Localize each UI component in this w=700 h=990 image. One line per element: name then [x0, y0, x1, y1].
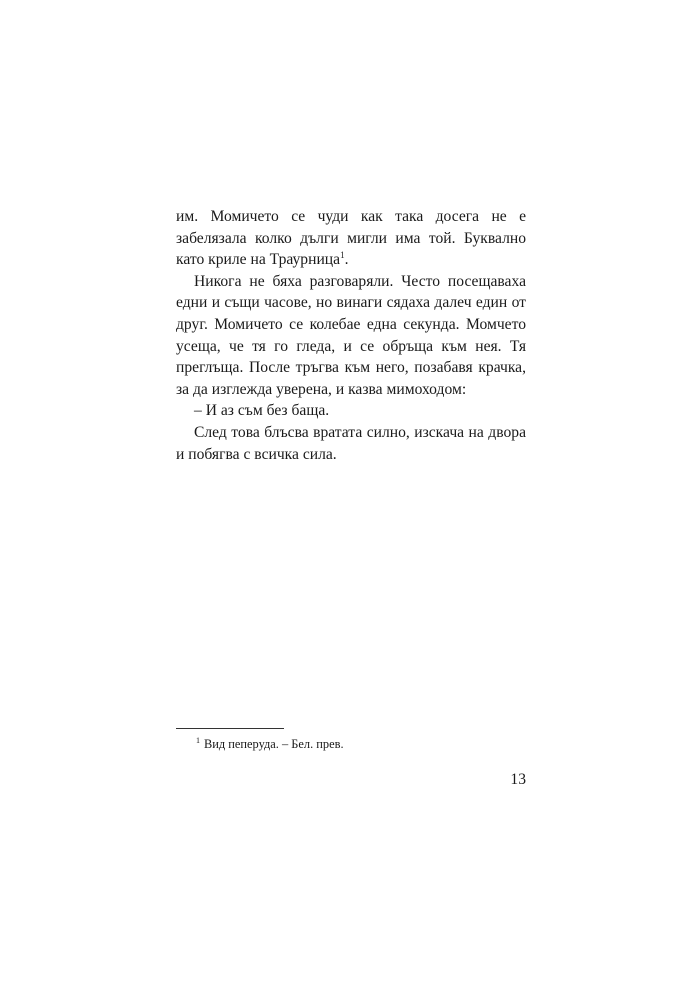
paragraph-2: Никога не бяха разговаряли. Често посещаваха едни и същи часове, но винаги сядаха далеч един от друг. Момичето се колебае една секунда. Момчето усеща, че тя го гледа, и се обръща към нея. Тя преглъща. После тръгва към него, позабавя крачка, за да изглежда уверена, и казва мимоходом:	[176, 272, 526, 398]
footnote-text: Вид пеперуда. – Бел. прев.	[204, 737, 344, 751]
paragraph-3-dialogue: – И аз съм без баща.	[194, 402, 330, 420]
paragraph-4: След това блъсва вратата силно, изскача на двора и побягва с всичка сила.	[176, 423, 526, 463]
footnote-reference: 1	[340, 250, 345, 260]
footnote	[196, 736, 526, 752]
page-number: 13	[510, 771, 526, 788]
footnote-mark: 1	[196, 735, 200, 745]
paragraph-1: им. Момичето се чуди как така досега не е забелязала колко дълги мигли има той. Буквално като криле на Траурница$^1$.	[176, 208, 526, 269]
footnote-divider	[176, 728, 284, 729]
paragraph-1-text: им. Момичето се чуди как така досега не е забелязала колко дълги мигли има той. Буквално като криле на Траурница	[176, 208, 526, 269]
body-text	[176, 206, 526, 465]
